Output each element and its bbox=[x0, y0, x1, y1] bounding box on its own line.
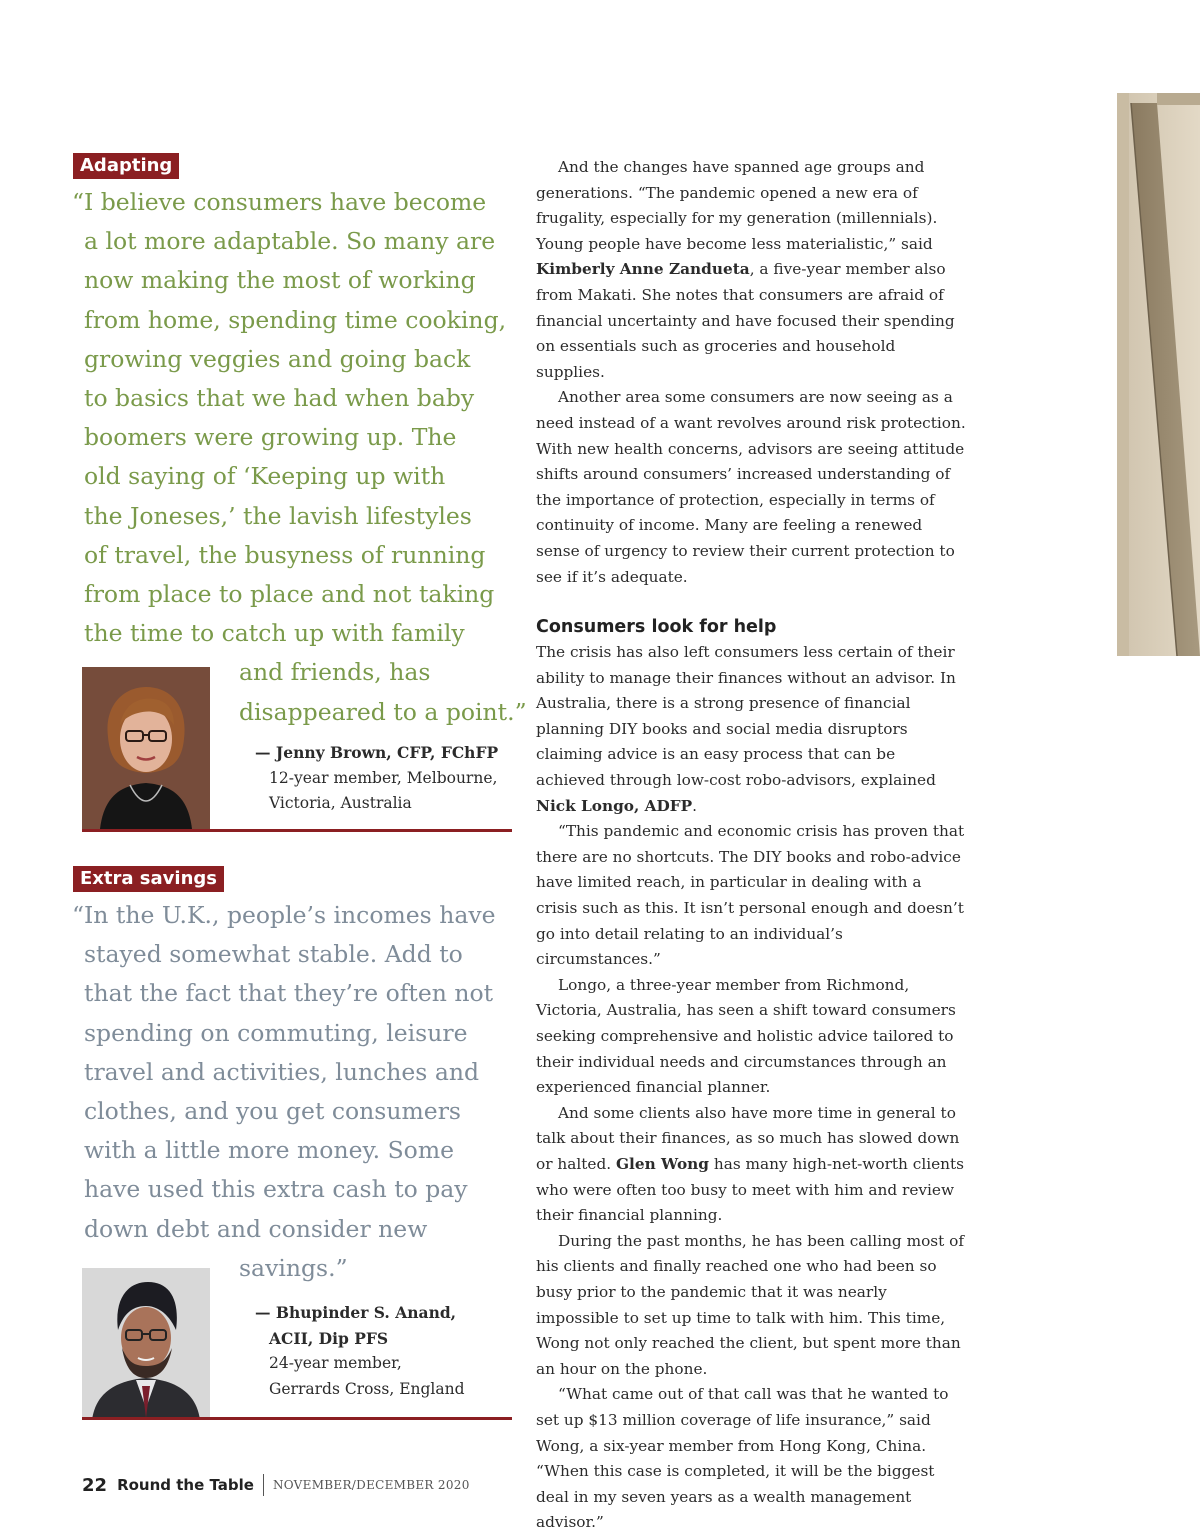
page-number: 22 bbox=[82, 1474, 108, 1496]
paragraph-text: And the changes have spanned age groups and generations. “The pandemic opened a new era of frugality, especially for my generation (millennials). Young people have become less materialistic,” said bbox=[536, 158, 938, 253]
quote-line: spending on commuting, leisure bbox=[84, 1018, 468, 1047]
extra-savings-tag: Extra savings bbox=[73, 866, 224, 892]
jenny-brown-photo bbox=[82, 667, 210, 829]
quote-line: savings.” bbox=[239, 1253, 348, 1282]
bhupinder-anand-photo bbox=[82, 1268, 210, 1420]
section-heading: Consumers look for help bbox=[536, 617, 777, 638]
attribution-credentials: ACII, Dip PFS bbox=[269, 1328, 389, 1348]
article-paragraph: During the past months, he has been calling most of his clients and finally reached one who had been so busy prior to the pandemic that it was nearly impossible to set up time to talk with him. This time, Wong not only reached the client, but spent more than an hour on the phone. bbox=[536, 1231, 965, 1378]
bhupinder-anand-attribution bbox=[255, 1300, 515, 1403]
quote-line: the time to catch up with family bbox=[84, 619, 465, 648]
quote-line: to basics that we had when baby bbox=[84, 384, 475, 413]
attribution-detail: Gerrards Cross, England bbox=[269, 1380, 465, 1399]
article-body bbox=[536, 155, 966, 1536]
extra-savings-pull-quote bbox=[72, 896, 522, 1288]
member-name: Glen Wong bbox=[615, 1154, 709, 1173]
quote-line: “I believe consumers have become bbox=[72, 188, 487, 216]
adapting-pull-quote bbox=[72, 183, 527, 732]
quote-line: travel and activities, lunches and bbox=[84, 1057, 480, 1086]
quote-line: disappeared to a point.” bbox=[239, 697, 527, 726]
quote-line: with a little more money. Some bbox=[84, 1136, 455, 1165]
quote-line: down debt and consider new bbox=[84, 1214, 428, 1243]
attribution-detail: Victoria, Australia bbox=[269, 794, 412, 813]
quote-line: have used this extra cash to pay bbox=[84, 1175, 468, 1204]
paragraph-text: , a five-year member also from Makati. She notes that consumers are afraid of financial uncertainty and have focused their spending on essentials such as groceries and household supplies. bbox=[536, 260, 955, 381]
article-paragraph bbox=[536, 155, 966, 385]
adapting-tag: Adapting bbox=[73, 153, 179, 179]
quote-line: now making the most of working bbox=[84, 266, 476, 295]
quote-line: old saying of ‘Keeping up with bbox=[84, 462, 446, 491]
attribution-name: — Jenny Brown, CFP, FChFP bbox=[255, 743, 499, 762]
quote-line: growing veggies and going back bbox=[84, 344, 471, 373]
quote-line: from place to place and not taking bbox=[84, 580, 495, 609]
paragraph-text: has many high-net-worth clients who were often too busy to meet with him and review their financial planning. bbox=[536, 1154, 965, 1225]
article-paragraph: Another area some consumers are now seeing as a need instead of a want revolves around risk protection. With new health concerns, advisors are seeing attitude shifts around consumers’ increased understanding of the importance of protection, especially in terms of continuity of income. Many are feeling a renewed sense of urgency to review their current protection to see if it’s adequate. bbox=[536, 388, 966, 586]
magazine-name: Round the Table bbox=[117, 1476, 254, 1494]
page-footer bbox=[82, 1472, 470, 1498]
member-name: Nick Longo, ADFP bbox=[536, 796, 693, 815]
paragraph-text: And some clients also have more time in general to talk about their finances, as so much has slowed down or halted. bbox=[536, 1103, 960, 1173]
article-paragraph bbox=[536, 640, 966, 819]
quote-line: the Joneses,’ the lavish lifestyles bbox=[84, 501, 472, 530]
attribution-detail: 24-year member, bbox=[269, 1354, 402, 1373]
divider-rule bbox=[82, 1417, 512, 1420]
decorative-photo-edge bbox=[1117, 93, 1200, 656]
quote-line: clothes, and you get consumers bbox=[84, 1097, 461, 1126]
divider-rule bbox=[82, 829, 512, 832]
quote-line: of travel, the busyness of running bbox=[84, 540, 486, 569]
attribution-name: — Bhupinder S. Anand, bbox=[255, 1303, 457, 1322]
quote-line: that the fact that they’re often not bbox=[84, 979, 494, 1008]
paragraph-text: The crisis has also left consumers less certain of their ability to manage their finances without an advisor. In Australia, there is a strong presence of financial planning DIY books and social media disruptors claiming advice is an easy process that can be achieved through low-cost robo-advisors, explained bbox=[536, 643, 956, 790]
article-paragraph: “This pandemic and economic crisis has proven that there are no shortcuts. The DIY books and robo-advice have limited reach, in particular in dealing with a crisis such as this. It isn’t personal enough and doesn’t go into detail relating to an individual’s circumstances.” bbox=[536, 822, 965, 969]
quote-line: boomers were growing up. The bbox=[84, 423, 457, 452]
article-paragraph: Longo, a three-year member from Richmond, Victoria, Australia, has seen a shift toward consumers seeking comprehensive and holistic advice tailored to their individual needs and circumstances through an experienced financial planner. bbox=[536, 975, 956, 1097]
member-name: Kimberly Anne Zandueta bbox=[536, 260, 750, 279]
quote-line: from home, spending time cooking, bbox=[84, 305, 507, 334]
quote-line: a lot more adaptable. So many are bbox=[84, 227, 496, 256]
jenny-brown-attribution bbox=[255, 740, 515, 817]
article-paragraph: “What came out of that call was that he wanted to set up $13 million coverage of life insurance,” said Wong, a six-year member from Hong Kong, China. “When this case is completed, it will be the biggest deal in my seven years as a wealth management advisor.” bbox=[536, 1385, 949, 1532]
quote-line: “In the U.K., people’s incomes have bbox=[72, 901, 496, 929]
article-paragraph bbox=[536, 1101, 966, 1229]
paragraph-text: . bbox=[692, 796, 698, 815]
quote-line: and friends, has bbox=[239, 658, 431, 687]
attribution-detail: 12-year member, Melbourne, bbox=[269, 768, 498, 787]
quote-line: stayed somewhat stable. Add to bbox=[84, 940, 463, 969]
footer-separator bbox=[263, 1474, 264, 1496]
issue-date: NOVEMBER/DECEMBER 2020 bbox=[272, 1478, 470, 1492]
